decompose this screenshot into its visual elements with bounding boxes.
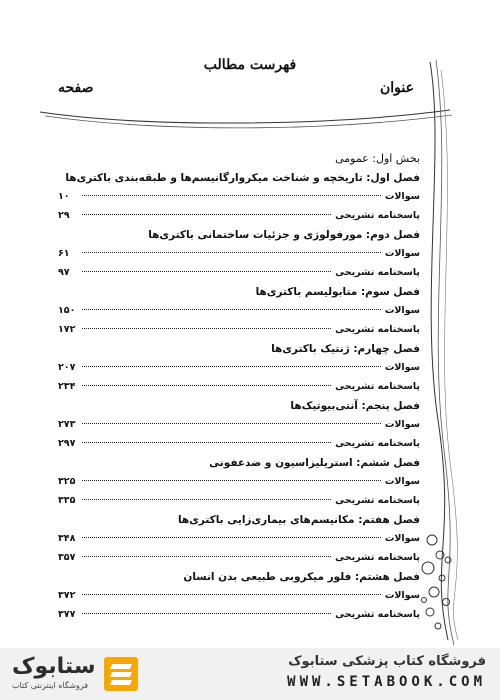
entry-page-number: ۲۰۷ [58,362,76,373]
entry-label: پاسخنامه تشریحی [335,323,420,335]
chapter-title: فصل اول: تاریخچه و شناخت میکروارگانیسم‌ها و طبقه‌بندی باکتری‌ها [65,172,420,184]
store-name: فروشگاه کتاب پزشکی ستابوک [288,654,486,669]
entry-label: سوالات [384,533,420,544]
column-heading-title: عنوان [380,80,414,96]
chapter-title: فصل دوم: مورفولوژی و جزئیات ساختمانی باکتری‌ها [148,229,420,241]
entry-page-number: ۱۰ [58,191,70,202]
logo-wordmark: ستابوک [12,654,96,679]
toc-entry[interactable] [58,530,420,549]
chapter-title: فصل چهارم: ژنتیک باکتری‌ها [271,343,420,355]
entry-label: سوالات [384,362,420,373]
entry-page-number: ۱۷۲ [58,323,76,335]
page-title: فهرست مطالب [203,57,297,73]
entry-label: پاسخنامه تشریحی [335,551,420,563]
dot-leader [82,252,381,253]
dot-leader [82,328,331,329]
store-logo [8,654,140,696]
toc-entry[interactable] [58,321,420,340]
dot-leader [82,271,331,272]
chapter-title: فصل سوم: متابولیسم باکتری‌ها [255,286,420,298]
book-stack-icon [104,657,138,691]
entry-label: سوالات [384,590,420,601]
dot-leader [82,480,381,481]
logo-tagline: فروشگاه اینترنتی کتاب [12,681,89,690]
dot-leader [82,556,331,557]
entry-label: پاسخنامه تشریحی [335,494,420,506]
toc-entry[interactable] [58,245,420,264]
entry-label: پاسخنامه تشریحی [335,437,420,449]
entry-label: سوالات [384,419,420,430]
dot-leader [82,423,381,424]
entry-page-number: ۲۹۷ [58,437,76,449]
entry-page-number: ۲۷۳ [58,419,76,430]
table-of-contents [58,150,420,624]
toc-entry[interactable] [58,416,420,435]
entry-label: سوالات [384,248,420,259]
entry-page-number: ۳۷۷ [58,608,76,620]
toc-entry[interactable] [58,188,420,207]
entry-page-number: ۲۳۴ [58,380,76,392]
entry-label: پاسخنامه تشریحی [335,380,420,392]
entry-label: پاسخنامه تشریحی [335,209,420,221]
dot-leader [82,214,331,215]
dot-leader [82,385,331,386]
dot-leader [82,195,381,196]
toc-entry[interactable] [58,302,420,321]
entry-page-number: ۹۷ [58,266,70,278]
toc-entry[interactable] [58,378,420,397]
entry-page-number: ۳۳۵ [58,494,76,506]
entry-page-number: ۳۷۲ [58,590,76,601]
store-url-link[interactable]: WWW.SETABOOK.COM [287,674,486,690]
dot-leader [82,309,381,310]
toc-entry[interactable] [58,435,420,454]
section-title: بخش اول: عمومی [335,152,420,165]
toc-entry[interactable] [58,587,420,606]
entry-label: پاسخنامه تشریحی [335,266,420,278]
dot-leader [82,594,381,595]
entry-label: پاسخنامه تشریحی [335,608,420,620]
entry-label: سوالات [384,191,420,202]
entry-page-number: ۶۱ [58,248,70,259]
chapter-list [58,168,420,624]
entry-label: سوالات [384,305,420,316]
chapter-title: فصل ششم: استریلیزاسیون و ضدعفونی [209,457,420,469]
toc-entry[interactable] [58,549,420,568]
toc-entry[interactable] [58,492,420,511]
dot-leader [82,499,331,500]
dot-leader [82,366,381,367]
chapter-title: فصل هفتم: مکانیسم‌های بیماری‌زایی باکتری‌ها [177,514,420,526]
toc-entry[interactable] [58,359,420,378]
toc-entry[interactable] [58,473,420,492]
dot-leader [82,537,381,538]
entry-label: سوالات [384,476,420,487]
entry-page-number: ۳۲۵ [58,476,76,487]
dot-leader [82,442,331,443]
entry-page-number: ۳۵۷ [58,551,76,563]
chapter-title: فصل هشتم: فلور میکروبی طبیعی بدن انسان [183,571,420,583]
toc-entry[interactable] [58,264,420,283]
entry-page-number: ۳۴۸ [58,533,76,544]
entry-page-number: ۱۵۰ [58,305,76,316]
toc-entry[interactable] [58,207,420,226]
toc-entry[interactable] [58,606,420,625]
entry-page-number: ۲۹ [58,209,70,221]
chapter-title: فصل پنجم: آنتی‌بیوتیک‌ها [290,400,420,412]
dot-leader [82,613,331,614]
store-footer-banner [0,648,500,700]
column-heading-page: صفحه [58,80,94,96]
